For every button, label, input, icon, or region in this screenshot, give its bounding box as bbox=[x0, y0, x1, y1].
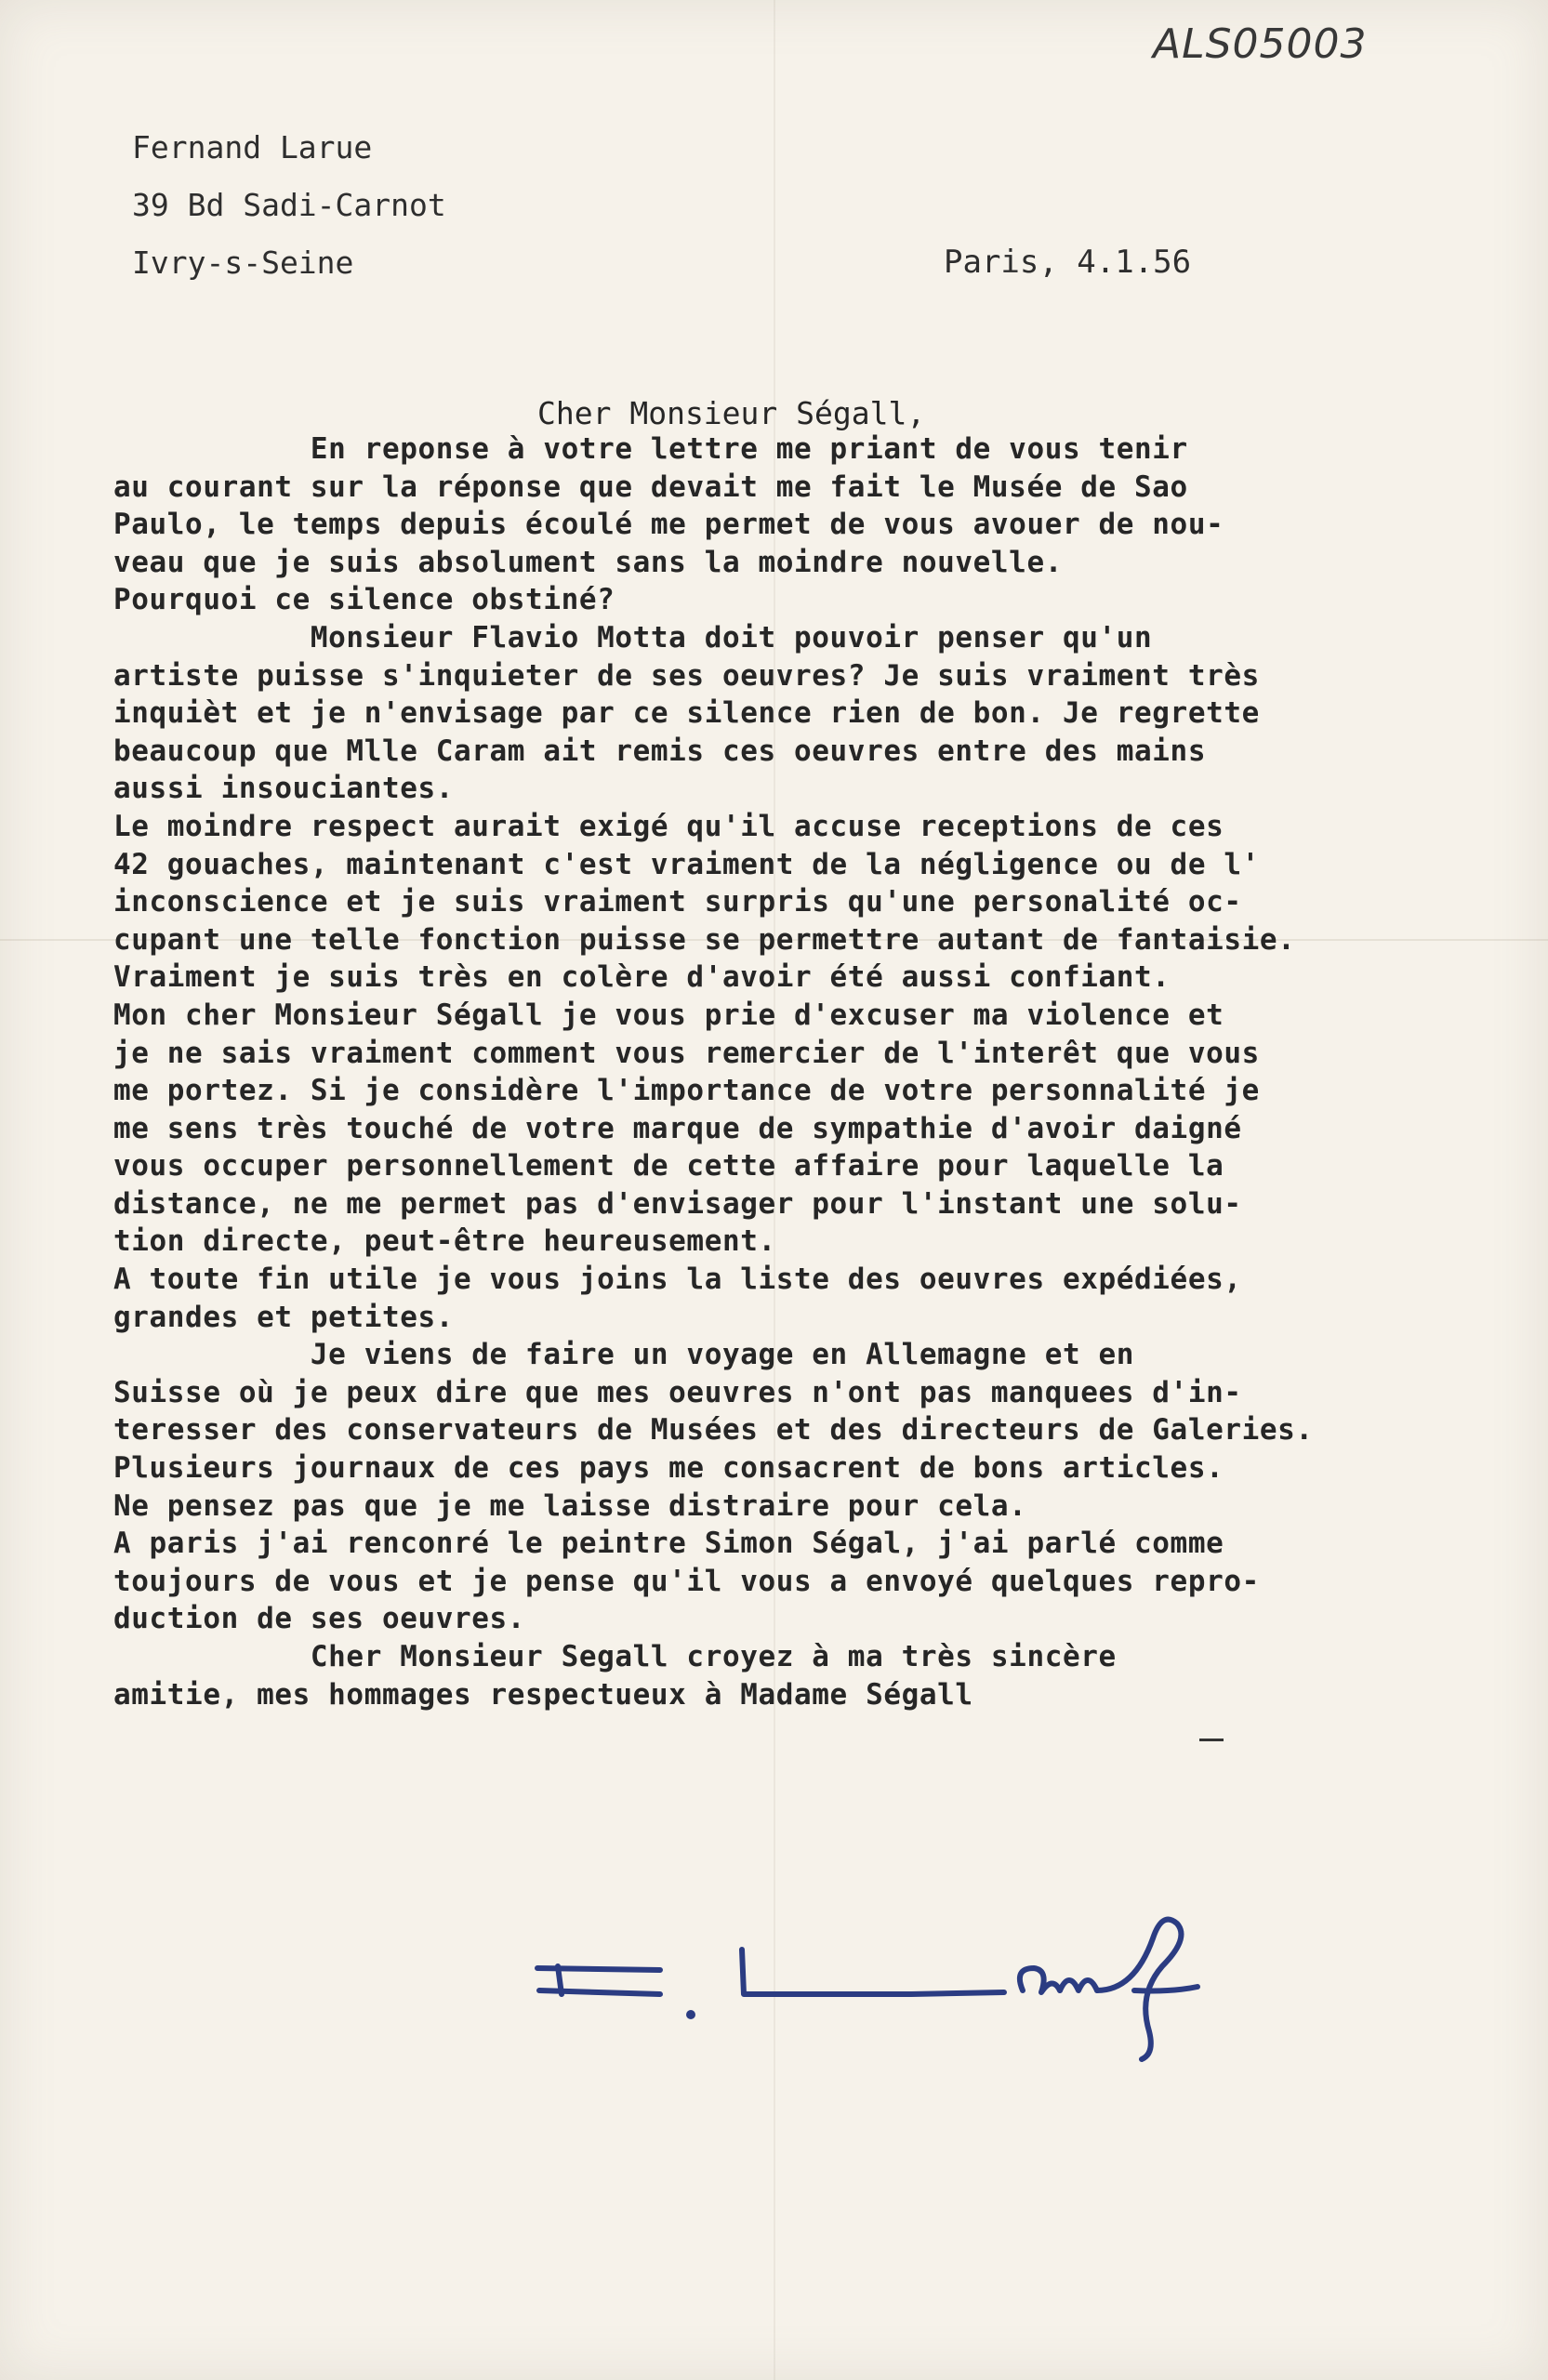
body-line: beaucoup que Mlle Caram ait remis ces oeuvres entre des mains bbox=[113, 734, 1207, 768]
letter-date: Paris, 4.1.56 bbox=[944, 244, 1192, 281]
body-line: je ne sais vraiment comment vous remercier de l'interêt que vous bbox=[113, 1036, 1260, 1070]
body-line: me portez. Si je considère l'importance de votre personnalité je bbox=[113, 1074, 1260, 1108]
body-line: veau que je suis absolument sans la moindre nouvelle. bbox=[113, 545, 1063, 579]
body-line: tion directe, peut-être heureusement. bbox=[113, 1224, 776, 1259]
body-line: Le moindre respect aurait exigé qu'il accuse receptions de ces bbox=[113, 809, 1224, 843]
body-line: Ne pensez pas que je me laisse distraire pour cela. bbox=[113, 1488, 1027, 1523]
sender-address-block bbox=[132, 119, 446, 292]
sender-street: 39 Bd Sadi-Carnot bbox=[132, 187, 446, 223]
ink-mark bbox=[1199, 1739, 1224, 1741]
sender-city: Ivry-s-Seine bbox=[132, 245, 354, 281]
body-line: aussi insouciantes. bbox=[113, 772, 455, 806]
body-line: Je viens de faire un voyage en Allemagne et en bbox=[113, 1338, 1135, 1372]
body-line: Pourquoi ce silence obstiné? bbox=[113, 583, 615, 617]
body-line: Suisse où je peux dire que mes oeuvres n'ont pas manquees d'in- bbox=[113, 1375, 1242, 1409]
body-line: A toute fin utile je vous joins la liste des oeuvres expédiées, bbox=[113, 1263, 1242, 1297]
archive-reference-number: ALS05003 bbox=[1153, 20, 1368, 68]
handwritten-signature bbox=[521, 1901, 1227, 2069]
body-line: cupant une telle fonction puisse se permettre autant de fantaisie. bbox=[113, 922, 1296, 957]
body-line: me sens très touché de votre marque de sympathie d'avoir daigné bbox=[113, 1111, 1242, 1145]
body-line: Vraiment je suis très en colère d'avoir été aussi confiant. bbox=[113, 960, 1171, 995]
body-line: artiste puisse s'inquieter de ses oeuvres? Je suis vraiment très bbox=[113, 658, 1260, 693]
body-line: Paulo, le temps depuis écoulé me permet de vous avouer de nou- bbox=[113, 508, 1224, 542]
body-line: A paris j'ai renconré le peintre Simon Ségal, j'ai parlé comme bbox=[113, 1527, 1224, 1561]
body-line: inconscience et je suis vraiment surpris qu'une personalité oc- bbox=[113, 885, 1242, 919]
letter-body bbox=[113, 430, 1527, 1713]
body-line: toujours de vous et je pense qu'il vous a envoyé quelques repro- bbox=[113, 1564, 1260, 1598]
body-line: amitie, mes hommages respectueux à Madame Ségall bbox=[113, 1677, 973, 1712]
body-line: au courant sur la réponse que devait me fait le Musée de Sao bbox=[113, 469, 1188, 504]
body-line: En reponse à votre lettre me priant de vous tenir bbox=[113, 432, 1188, 466]
body-line: Mon cher Monsieur Ségall je vous prie d'excuser ma violence et bbox=[113, 998, 1224, 1032]
body-line: teresser des conservateurs de Musées et des directeurs de Galeries. bbox=[113, 1413, 1314, 1448]
body-line: Monsieur Flavio Motta doit pouvoir penser qu'un bbox=[113, 620, 1153, 654]
body-line: distance, ne me permet pas d'envisager pour l'instant une solu- bbox=[113, 1186, 1242, 1221]
body-line: vous occuper personnellement de cette affaire pour laquelle la bbox=[113, 1149, 1224, 1183]
body-line: duction de ses oeuvres. bbox=[113, 1602, 526, 1636]
sender-name: Fernand Larue bbox=[132, 129, 373, 165]
salutation: Cher Monsieur Ségall, bbox=[537, 395, 926, 431]
body-line: inquièt et je n'envisage par ce silence rien de bon. Je regrette bbox=[113, 696, 1260, 731]
body-line: Cher Monsieur Segall croyez à ma très sincère bbox=[113, 1640, 1117, 1673]
body-line: 42 gouaches, maintenant c'est vraiment de la négligence ou de l' bbox=[113, 847, 1260, 881]
body-line: Plusieurs journaux de ces pays me consacrent de bons articles. bbox=[113, 1451, 1224, 1486]
body-line: grandes et petites. bbox=[113, 1300, 455, 1334]
